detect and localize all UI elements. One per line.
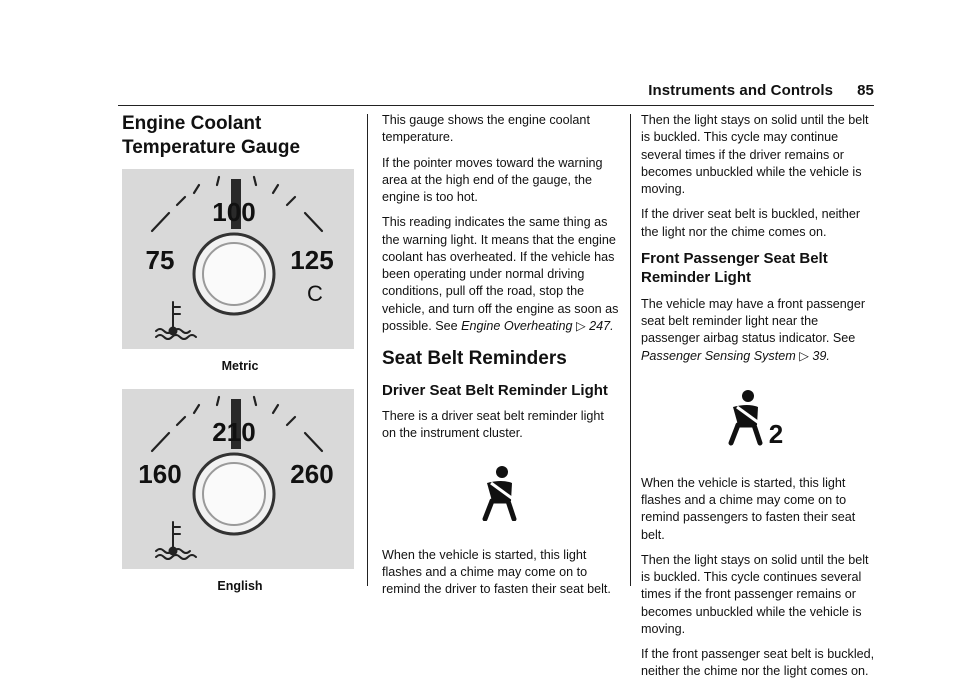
page-reference-icon: ▷ [799,348,809,363]
paragraph: If the front passenger seat belt is buckled, neither the chime nor the light comes on. [641,647,875,679]
gauge-english-left: 160 [138,459,182,490]
cross-reference-page: 247. [589,318,614,333]
paragraph: When the vehicle is started, this light flashes and a chime may come on to remind passengers to fasten their seat belt. [641,475,856,542]
paragraph: Then the light stays on solid until the belt is buckled. This cycle may continue several times if the driver remains or becomes unbuckled while the vehicle is moving. [641,113,869,196]
gauge-english-figure [122,389,354,569]
paragraph: If the driver seat belt is buckled, neither the light nor the chime comes on. [641,207,861,239]
section-heading: Engine Coolant Temperature Gauge [122,113,301,158]
gauge-english-illustration [122,389,354,569]
gauge-english-right: 260 [290,459,334,490]
running-header [648,82,874,99]
page-reference-icon: ▷ [575,318,586,333]
column-divider [367,114,368,586]
gauge-metric-right: 125 [290,245,334,276]
section-heading: Seat Belt Reminders [382,348,567,369]
subsection-heading: Driver Seat Belt Reminder Light [382,381,608,399]
passenger-number: 2 [768,418,784,449]
subsection-heading: Front Passenger Seat Belt Reminder Light [641,249,828,287]
header-rule [118,105,874,106]
paragraph: When the vehicle is started, this light flashes and a chime may come on to remind the driver to fasten their seat belt. [382,547,611,597]
paragraph-text: The vehicle may have a front passenger seat belt reminder light near the passenger airbag status indicator. See [641,296,866,346]
paragraph: There is a driver seat belt reminder light on the instrument cluster. [382,409,604,441]
gauge-metric-left: 75 [145,245,175,276]
gauge-metric-illustration [122,169,354,349]
gauge-metric-figure [122,169,354,349]
column-1 [122,112,358,609]
gauge-english-top: 210 [212,417,256,448]
gauge-english-caption: English [217,579,263,594]
paragraph [641,296,877,365]
paragraph-text: This reading indicates the same thing as the warning light. It means that the engine coolant has overheated. If the vehicle has been operating under normal driving conditions, pull off the road, stop the vehicle, and turn off the engine as soon as possible. See [382,215,619,333]
page-number: 85 [857,82,874,99]
driver-belt-figure [382,465,620,521]
column-2 [382,112,620,606]
paragraph: If the pointer moves toward the warning area at the high end of the gauge, the engine is too hot. [382,155,603,204]
cross-reference-page: 39. [812,348,830,363]
column-3 [641,112,877,689]
coolant-temperature-icon [156,302,196,339]
column-divider [630,114,631,586]
gauge-metric-top: 100 [212,197,256,228]
paragraph: This gauge shows the engine coolant temperature. [382,113,590,145]
gauge-metric-caption: Metric [221,359,259,374]
cross-reference-link[interactable]: Passenger Sensing System [641,348,796,363]
seat-belt-icon [478,465,524,521]
cross-reference-link[interactable]: Engine Overheating [461,318,573,333]
gauge-metric-unit: C [307,281,323,307]
coolant-temperature-icon [156,522,196,559]
passenger-belt-figure [641,389,877,453]
paragraph: Then the light stays on solid until the belt is buckled. This cycle continues several times if the front passenger remains or becomes unbuckled while the vehicle is moving. [641,552,869,636]
paragraph [382,214,620,335]
seat-belt-icon [724,389,794,453]
section-title: Instruments and Controls [648,82,834,99]
